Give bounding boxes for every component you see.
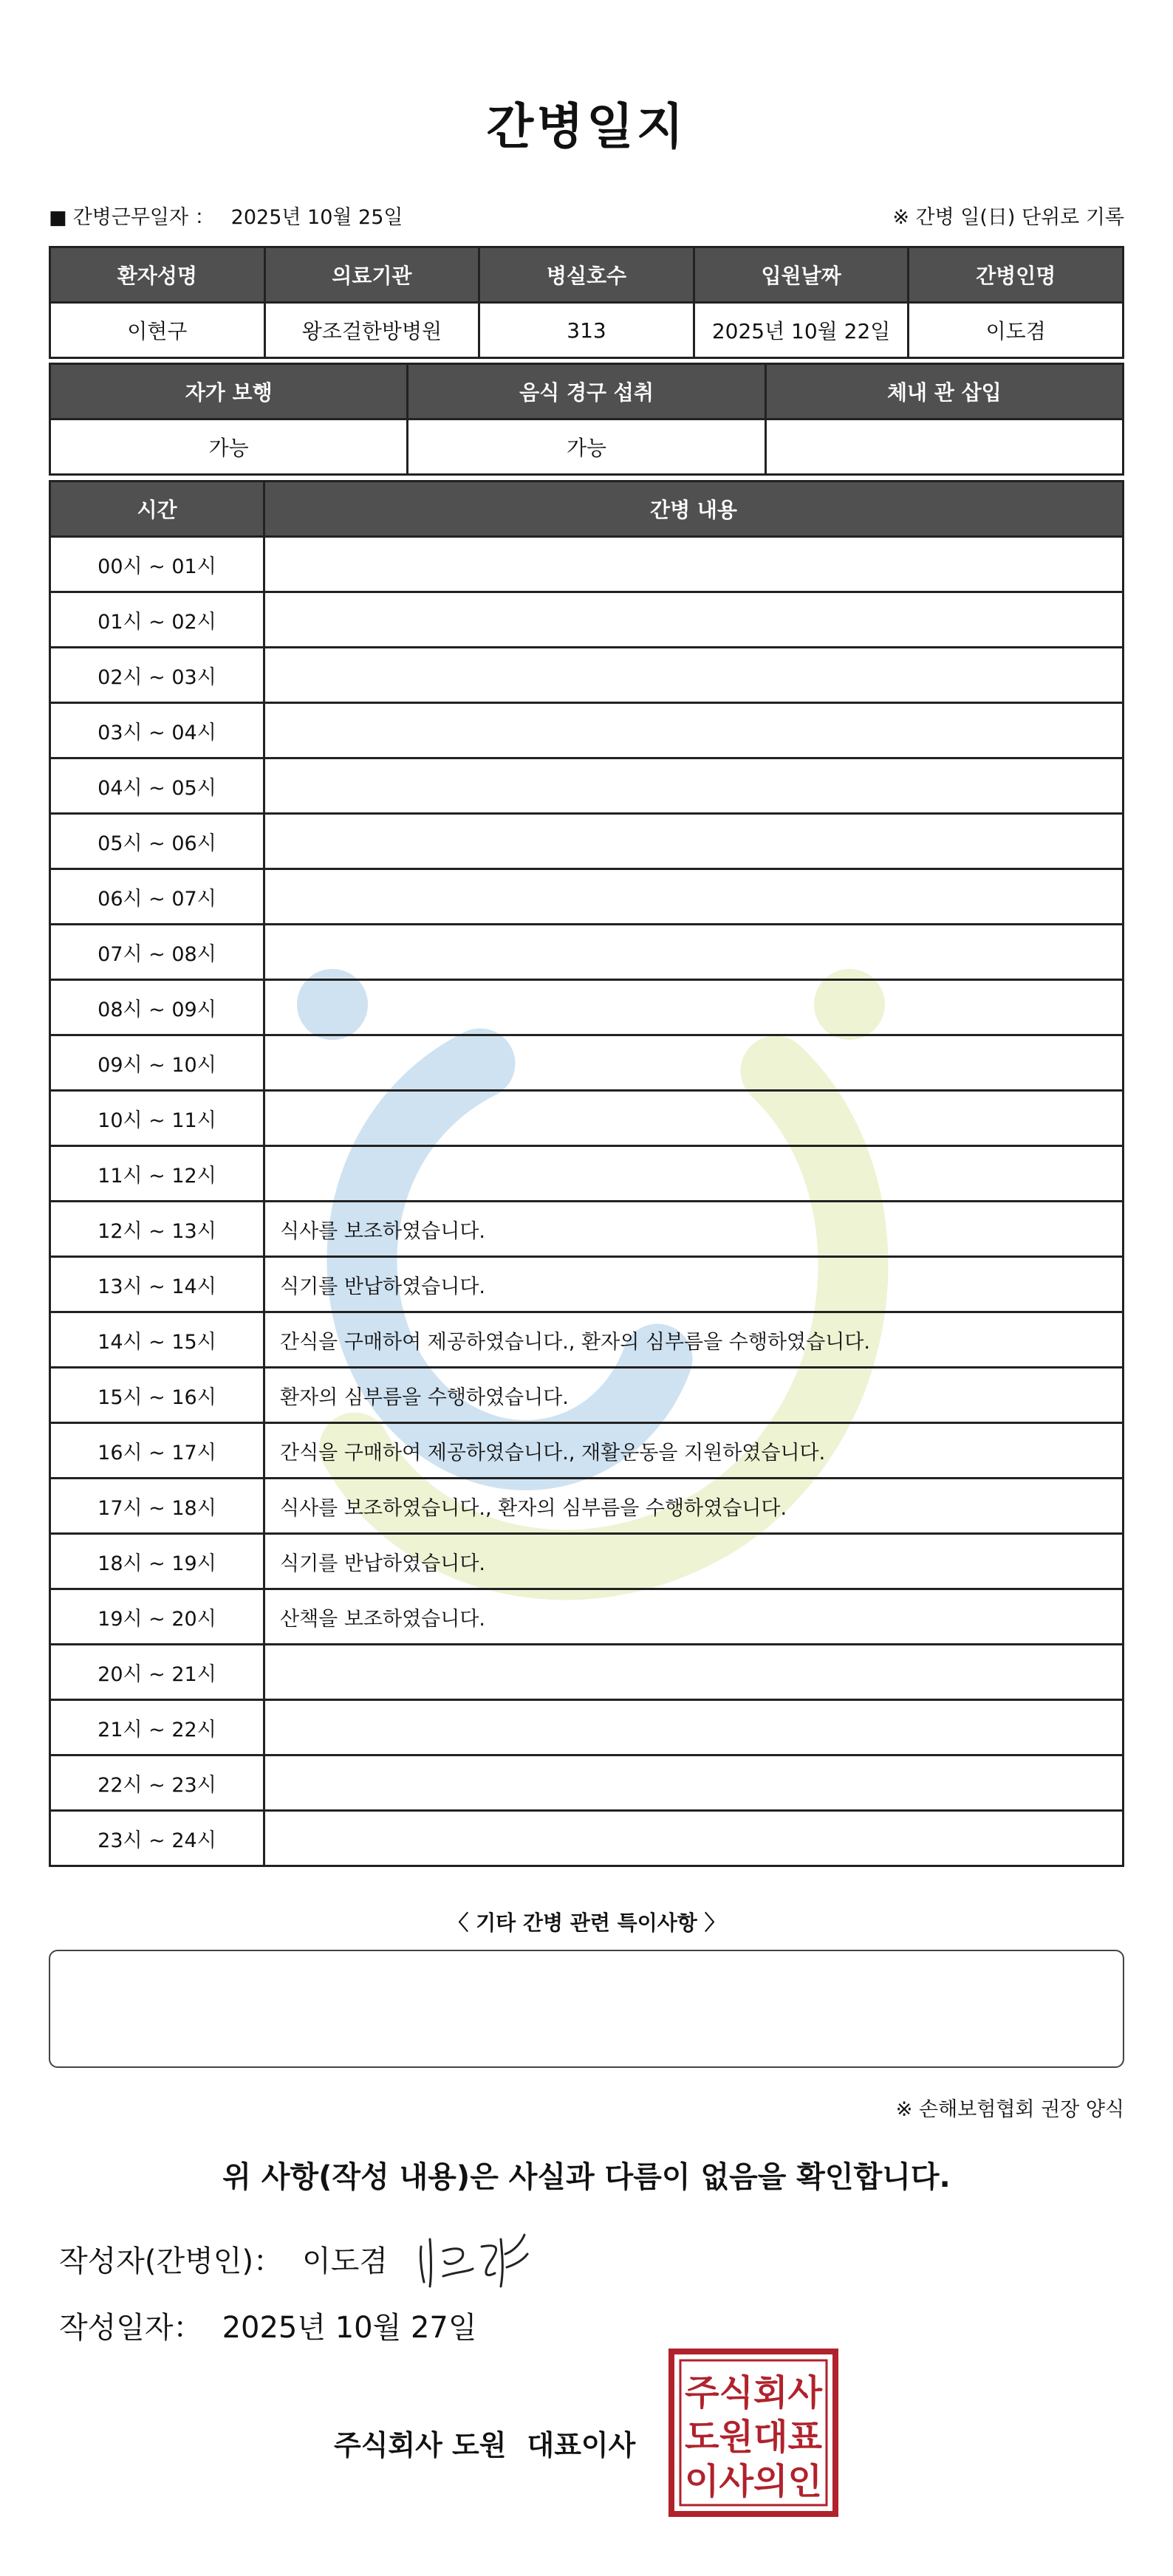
table-row [50,1645,1124,1700]
care-content [264,1035,1124,1091]
seal-line-3: 이사의인 [685,2461,822,2502]
seal-line-1: 주식회사 [685,2372,823,2414]
time-slot: 17시 ~ 18시 [50,1479,264,1534]
care-content [264,592,1124,648]
table-row [50,1423,1124,1479]
care-log-header-row [50,482,1124,537]
care-content [264,537,1124,592]
work-date-label: 간병근무일자 ： [72,206,215,229]
care-content [264,1146,1124,1202]
table-row [50,1257,1124,1312]
time-slot: 18시 ~ 19시 [50,1534,264,1589]
table-row [50,1755,1124,1811]
header-self-walking: 자가 보행 [50,364,408,419]
association-note: ※ 손해보험협회 권장 양식 [895,2098,1124,2121]
time-slot: 16시 ~ 17시 [50,1423,264,1479]
header-time: 시간 [50,482,264,537]
time-slot: 10시 ~ 11시 [50,1091,264,1146]
work-date-value: 2025년 10월 25일 [230,206,403,229]
record-note: ※ 간병 일(日) 단위로 기록 [892,206,1124,229]
care-content [264,980,1124,1035]
table-row [50,869,1124,925]
time-slot: 05시 ~ 06시 [50,814,264,869]
header-caregiver-name: 간병인명 [909,247,1124,303]
notes-title: 〈 기타 간병 관련 특이사항 〉 [448,1911,725,1935]
table-row [50,1589,1124,1645]
notes-box [49,1950,1124,2068]
capability-header-row [50,364,1124,419]
time-slot: 15시 ~ 16시 [50,1368,264,1423]
time-slot: 11시 ~ 12시 [50,1146,264,1202]
time-slot: 22시 ~ 23시 [50,1755,264,1811]
table-row [50,980,1124,1035]
time-slot: 21시 ~ 22시 [50,1700,264,1755]
signature-icon [414,2224,532,2291]
patient-info-value-row [50,303,1124,358]
time-slot: 07시 ~ 08시 [50,925,264,980]
header-hospital: 의료기관 [264,247,479,303]
time-slot: 13시 ~ 14시 [50,1257,264,1312]
header-admission-date: 입원날짜 [694,247,909,303]
care-content [264,814,1124,869]
patient-info-table [49,246,1124,359]
time-slot: 03시 ~ 04시 [50,703,264,758]
care-log-table [49,480,1124,1867]
care-content [264,1700,1124,1755]
time-slot: 01시 ~ 02시 [50,592,264,648]
time-slot: 19시 ~ 20시 [50,1589,264,1645]
company-name: 주식회사 도원 [334,2429,507,2462]
care-content [264,1091,1124,1146]
care-content [264,1645,1124,1700]
table-row [50,1700,1124,1755]
patient-info-header-row [50,247,1124,303]
table-row [50,758,1124,814]
time-slot: 02시 ~ 03시 [50,648,264,703]
ceo-title: 대표이사 [527,2429,636,2462]
care-content [264,1755,1124,1811]
written-date-line [59,2304,477,2346]
company-seal-icon [668,2349,838,2517]
table-row [50,1146,1124,1202]
time-slot: 04시 ~ 05시 [50,758,264,814]
table-row [50,648,1124,703]
self-walking-value: 가능 [50,419,408,475]
hospital-name: 왕조걸한방병원 [264,303,479,358]
time-slot: 20시 ~ 21시 [50,1645,264,1700]
care-log-body [50,537,1124,1866]
header-patient-name: 환자성명 [50,247,265,303]
square-bullet-icon: ■ [49,207,67,229]
table-row [50,925,1124,980]
table-row [50,592,1124,648]
table-row [50,703,1124,758]
time-slot: 12시 ~ 13시 [50,1202,264,1257]
seal-line-2: 도원대표 [685,2416,823,2458]
writer-name: 이도겸 [302,2244,388,2278]
care-content: 식기를 반납하였습니다. [264,1257,1124,1312]
table-row [50,1312,1124,1368]
table-row [50,1811,1124,1866]
care-content: 식기를 반납하였습니다. [264,1534,1124,1589]
capability-table [49,363,1124,476]
time-slot: 09시 ~ 10시 [50,1035,264,1091]
care-content [264,925,1124,980]
header-oral-intake: 음식 경구 섭취 [408,364,765,419]
table-row [50,1534,1124,1589]
written-date-value: 2025년 10월 27일 [222,2311,477,2345]
written-date-label: 작성일자： [59,2311,203,2345]
care-content: 환자의 심부름을 수행하였습니다. [264,1368,1124,1423]
time-slot: 08시 ~ 09시 [50,980,264,1035]
time-slot: 23시 ~ 24시 [50,1811,264,1866]
care-content: 간식을 구매하여 제공하였습니다., 재활운동을 지원하였습니다. [264,1423,1124,1479]
table-row [50,1479,1124,1534]
time-slot: 00시 ~ 01시 [50,537,264,592]
caregiver-name: 이도겸 [909,303,1124,358]
work-date [49,201,403,230]
table-row [50,1091,1124,1146]
table-row [50,1202,1124,1257]
care-content [264,648,1124,703]
header-tube-insertion: 체내 관 삽입 [765,364,1123,419]
table-row [50,1035,1124,1091]
table-row [50,537,1124,592]
header-room-number: 병실호수 [479,247,694,303]
admission-date: 2025년 10월 22일 [694,303,909,358]
writer-label: 작성자(간병인)： [59,2244,284,2278]
time-slot: 14시 ~ 15시 [50,1312,264,1368]
writer-line [59,2238,388,2280]
care-content: 식사를 보조하였습니다., 환자의 심부름을 수행하였습니다. [264,1479,1124,1534]
patient-name: 이현구 [50,303,265,358]
oral-intake-value: 가능 [408,419,765,475]
page-title: 간병일지 [486,98,687,155]
care-content: 간식을 구매하여 제공하였습니다., 환자의 심부름을 수행하였습니다. [264,1312,1124,1368]
header-care-content: 간병 내용 [264,482,1124,537]
tube-insertion-value [765,419,1123,475]
time-slot: 06시 ~ 07시 [50,869,264,925]
company-line [334,2422,635,2463]
care-content: 식사를 보조하였습니다. [264,1202,1124,1257]
table-row [50,1368,1124,1423]
care-content [264,869,1124,925]
care-content [264,1811,1124,1866]
care-content [264,758,1124,814]
table-row [50,814,1124,869]
confirmation-statement: 위 사항(작성 내용)은 사실과 다름이 없음을 확인합니다. [222,2160,951,2194]
care-content [264,703,1124,758]
capability-value-row [50,419,1124,475]
care-content: 산책을 보조하였습니다. [264,1589,1124,1645]
room-number: 313 [479,303,694,358]
